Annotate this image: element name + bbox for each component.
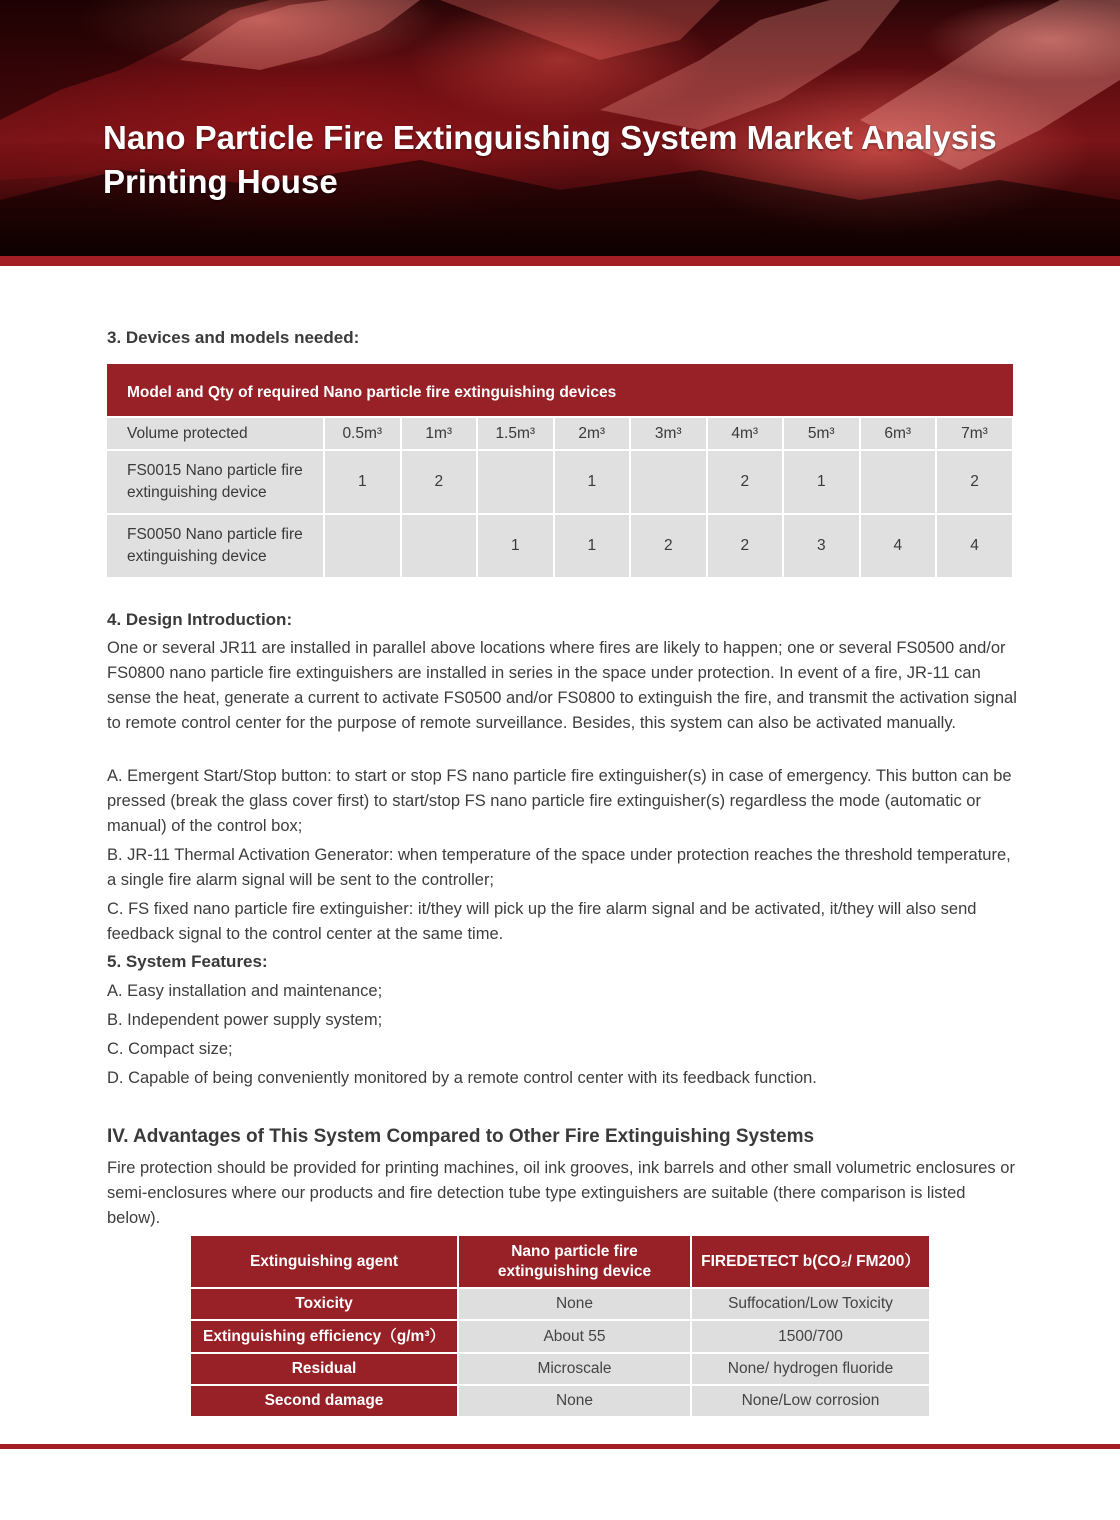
page-title xyxy=(103,116,1083,204)
section3-heading: 3. Devices and models needed: xyxy=(107,328,360,347)
section4-item-b: B. JR-11 Thermal Activation Generator: when temperature of the space under protection reaches the threshold temperature, a single fire alarm signal will be sent to the controller; xyxy=(107,846,1011,889)
feature-item: B. Independent power supply system; xyxy=(107,1011,383,1029)
table-cell xyxy=(402,515,477,577)
table-cell: 1 xyxy=(784,451,859,513)
column-header: 5m³ xyxy=(784,418,859,449)
table-cell xyxy=(478,451,553,513)
table-cell: 2 xyxy=(708,515,783,577)
table-cell: None/Low corrosion xyxy=(692,1386,929,1416)
table-cell: 4 xyxy=(937,515,1012,577)
table-row xyxy=(107,515,1013,577)
column-header: 7m³ xyxy=(937,418,1012,449)
column-header: 1m³ xyxy=(402,418,477,449)
column-header: 2m³ xyxy=(555,418,630,449)
table-cell xyxy=(631,451,706,513)
section4-item-a: A. Emergent Start/Stop button: to start or stop FS nano particle fire extinguisher(s) in case of emergency. This button can be pressed (break the glass cover first) to start/stop FS nano particle fire extinguisher(s) regardless the mode (automatic or manual) of the control box; xyxy=(107,767,1012,835)
column-header: 1.5m³ xyxy=(478,418,553,449)
table-cell: 2 xyxy=(402,451,477,513)
row-label: Toxicity xyxy=(191,1289,457,1319)
header-divider xyxy=(0,256,1120,266)
table-cell: 2 xyxy=(631,515,706,577)
sectionIV-heading: IV. Advantages of This System Compared to Other Fire Extinguishing Systems xyxy=(107,1126,815,1147)
table-cell: 3 xyxy=(784,515,859,577)
comparison-header-row xyxy=(191,1236,929,1287)
section4-intro: One or several JR11 are installed in parallel above locations where fires are likely to happen; one or several FS0500 and/or FS0800 nano particle fire extinguishers are installed in series in the space under protection. In event of a fire, JR-11 can sense the heat, generate a current to activate FS0500 and/or FS0800 to extinguish the fire, and transmit the activation signal to remote control center for the purpose of remote surveillance. Besides, this system can also be activated manually. xyxy=(107,639,1017,732)
comparison-table xyxy=(191,1236,929,1418)
row-label-line2: extinguishing device xyxy=(127,484,267,501)
table-cell: 1500/700 xyxy=(692,1321,929,1352)
table-cell: 2 xyxy=(708,451,783,513)
table-cell: Suffocation/Low Toxicity xyxy=(692,1289,929,1319)
row-label xyxy=(107,515,323,577)
column-header: 0.5m³ xyxy=(325,418,400,449)
table-row xyxy=(191,1321,929,1352)
table-cell: 1 xyxy=(555,515,630,577)
table-cell: 1 xyxy=(478,515,553,577)
row-label: Extinguishing efficiency（g/m³） xyxy=(191,1321,457,1352)
column-header: Volume protected xyxy=(107,418,323,449)
devices-table-title: Model and Qty of required Nano particle fire extinguishing devices xyxy=(107,364,1013,416)
row-label-line1: FS0015 Nano particle fire xyxy=(127,462,303,479)
column-header: 6m³ xyxy=(861,418,936,449)
devices-table xyxy=(107,364,1013,577)
row-label: Residual xyxy=(191,1354,457,1384)
column-header: 4m³ xyxy=(708,418,783,449)
table-cell xyxy=(325,515,400,577)
devices-table-header-row xyxy=(107,418,1013,449)
table-cell: 2 xyxy=(937,451,1012,513)
page-title-line1: Nano Particle Fire Extinguishing System Market Analysis xyxy=(103,119,997,156)
table-cell: Microscale xyxy=(459,1354,690,1384)
feature-item: D. Capable of being conveniently monitored by a remote control center with its feedback function. xyxy=(107,1069,817,1087)
row-label-line1: FS0050 Nano particle fire xyxy=(127,526,303,543)
feature-item: C. Compact size; xyxy=(107,1040,233,1058)
table-cell: None/ hydrogen fluoride xyxy=(692,1354,929,1384)
sectionIV-intro: Fire protection should be provided for printing machines, oil ink grooves, ink barrels and other small volumetric enclosures or semi-enclosures where our products and fire detection tube type extinguishers are suitable (there comparison is listed below). xyxy=(107,1159,1015,1227)
column-header: Extinguishing agent xyxy=(191,1236,457,1287)
row-label xyxy=(107,451,323,513)
table-row xyxy=(191,1386,929,1416)
table-cell: 1 xyxy=(325,451,400,513)
table-cell: 1 xyxy=(555,451,630,513)
table-cell: About 55 xyxy=(459,1321,690,1352)
row-label-line2: extinguishing device xyxy=(127,548,267,565)
table-cell xyxy=(861,451,936,513)
header-banner xyxy=(0,0,1120,256)
column-header: Nano particle fire extinguishing device xyxy=(459,1236,690,1287)
table-row xyxy=(191,1354,929,1384)
table-cell: None xyxy=(459,1289,690,1319)
section4-heading: 4. Design Introduction: xyxy=(107,610,293,629)
page-title-line2: Printing House xyxy=(103,163,338,200)
column-header: 3m³ xyxy=(631,418,706,449)
table-row xyxy=(107,451,1013,513)
column-header: FIREDETECT b(CO₂/ FM200） xyxy=(692,1236,929,1287)
table-row xyxy=(191,1289,929,1319)
table-cell: None xyxy=(459,1386,690,1416)
footer-divider xyxy=(0,1444,1120,1449)
row-label: Second damage xyxy=(191,1386,457,1416)
table-cell: 4 xyxy=(861,515,936,577)
feature-item: A. Easy installation and maintenance; xyxy=(107,982,383,1000)
section5-heading: 5. System Features: xyxy=(107,952,268,971)
section4-item-c: C. FS fixed nano particle fire extinguisher: it/they will pick up the fire alarm signal and be activated, it/they will also send feedback signal to the control center at the same time. xyxy=(107,900,977,943)
